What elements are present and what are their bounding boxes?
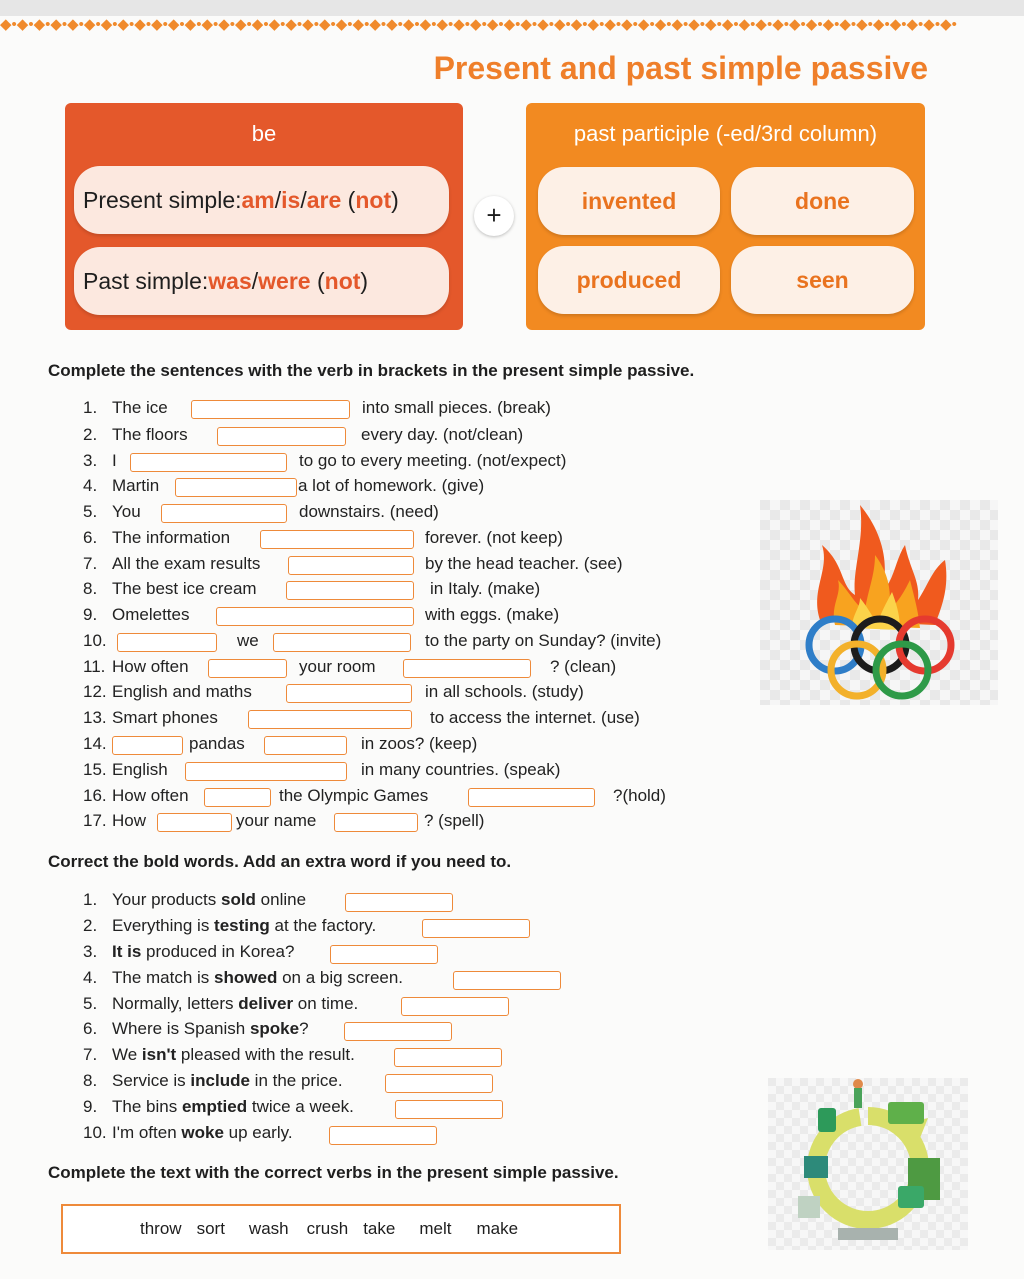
olympic-flame-image bbox=[760, 500, 998, 705]
answer-box[interactable] bbox=[468, 788, 595, 807]
present-simple-pill: Present simple: am / is / are ( not ) bbox=[74, 166, 449, 234]
participle-example: seen bbox=[731, 246, 914, 314]
top-band bbox=[0, 0, 1024, 16]
participle-example: invented bbox=[538, 167, 720, 235]
answer-box[interactable] bbox=[334, 813, 418, 832]
answer-box[interactable] bbox=[130, 453, 287, 472]
decorative-dot-border: ◆•◆•◆•◆•◆•◆•◆•◆•◆•◆•◆•◆•◆•◆•◆•◆•◆•◆•◆•◆•◆•◆•◆•◆•◆•◆•◆•◆•◆•◆•◆•◆•◆•◆•◆•◆•◆•◆•◆•◆•◆•◆•◆•◆•◆•◆•◆•◆•◆•◆•◆•◆•◆•◆•◆•◆•◆• bbox=[0, 16, 1024, 34]
answer-box[interactable] bbox=[345, 893, 453, 912]
answer-box[interactable] bbox=[344, 1022, 452, 1041]
word-option: crush bbox=[306, 1219, 349, 1238]
word-box bbox=[61, 1204, 621, 1254]
word-option: throw bbox=[140, 1219, 182, 1238]
answer-box[interactable] bbox=[157, 813, 232, 832]
answer-box[interactable] bbox=[286, 581, 414, 600]
answer-box[interactable] bbox=[288, 556, 414, 575]
answer-box[interactable] bbox=[217, 427, 346, 446]
word-option: take bbox=[363, 1219, 396, 1238]
answer-box[interactable] bbox=[175, 478, 297, 497]
word-option: sort bbox=[196, 1219, 225, 1238]
word-option: make bbox=[476, 1219, 519, 1238]
answer-box[interactable] bbox=[329, 1126, 437, 1145]
answer-box[interactable] bbox=[394, 1048, 502, 1067]
participle-example: produced bbox=[538, 246, 720, 314]
answer-box[interactable] bbox=[191, 400, 350, 419]
plus-sign: + bbox=[474, 196, 514, 236]
answer-box[interactable] bbox=[185, 762, 347, 781]
answer-box[interactable] bbox=[204, 788, 271, 807]
answer-box[interactable] bbox=[453, 971, 561, 990]
answer-box[interactable] bbox=[248, 710, 412, 729]
answer-box[interactable] bbox=[216, 607, 414, 626]
answer-box[interactable] bbox=[422, 919, 530, 938]
word-option: wash bbox=[248, 1219, 289, 1238]
answer-box[interactable] bbox=[330, 945, 438, 964]
be-box bbox=[65, 103, 463, 330]
section2-instruction: Correct the bold words. Add an extra word if you need to. bbox=[48, 852, 512, 871]
answer-box[interactable] bbox=[401, 997, 509, 1016]
answer-box[interactable] bbox=[403, 659, 531, 678]
answer-box[interactable] bbox=[112, 736, 183, 755]
past-simple-pill: Past simple: was / were ( not ) bbox=[74, 247, 449, 315]
participle-example: done bbox=[731, 167, 914, 235]
answer-box[interactable] bbox=[385, 1074, 493, 1093]
answer-box[interactable] bbox=[161, 504, 287, 523]
page-title: Present and past simple passive bbox=[433, 50, 928, 86]
answer-box[interactable] bbox=[208, 659, 287, 678]
section1-instruction: Complete the sentences with the verb in brackets in the present simple passive. bbox=[48, 361, 695, 380]
answer-box[interactable] bbox=[260, 530, 414, 549]
be-box-header: be bbox=[251, 121, 277, 146]
word-option: melt bbox=[419, 1219, 452, 1238]
answer-box[interactable] bbox=[395, 1100, 503, 1119]
answer-box[interactable] bbox=[286, 684, 412, 703]
section3-instruction: Complete the text with the correct verbs in the present simple passive. bbox=[48, 1163, 619, 1182]
answer-box[interactable] bbox=[264, 736, 347, 755]
recycling-cycle-image bbox=[768, 1078, 968, 1250]
participle-box bbox=[526, 103, 925, 330]
answer-box[interactable] bbox=[117, 633, 217, 652]
answer-box[interactable] bbox=[273, 633, 411, 652]
participle-box-header: past participle (-ed/3rd column) bbox=[573, 121, 878, 146]
